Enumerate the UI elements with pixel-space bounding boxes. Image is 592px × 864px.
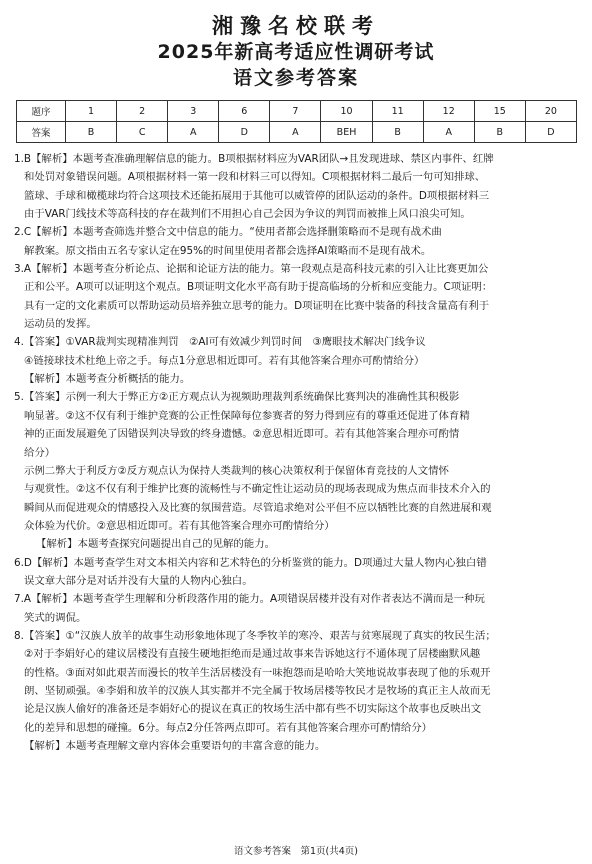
answer-key-title: 语文参考答案 bbox=[232, 67, 359, 89]
answer-cell: D bbox=[525, 122, 576, 143]
answer-cell: C bbox=[117, 122, 168, 143]
q7-line: 7.A【解析】本题考查学生理解和分析段落作用的能力。A项错误居楼并没有对作者表达不满而是一种玩 bbox=[14, 593, 485, 606]
answer-cell: B bbox=[474, 122, 525, 143]
q7-line: 笑式的调侃。 bbox=[24, 611, 87, 624]
q5-line: 瞬间从而促进观众的情感投入及比赛的氛围营造。尽管追求绝对公平但不应以牺牲比赛的自然进展和观 bbox=[24, 501, 492, 514]
q3-line: 具有一定的文化素质可以帮助运动员培养独立思考的能力。D项证明在比赛中装备的科技含量高有利于 bbox=[24, 299, 490, 312]
answer-cell: D bbox=[219, 122, 270, 143]
page-footer: 语文参考答案 第1页(共4页) bbox=[233, 846, 358, 857]
answer-cell: BEH bbox=[321, 122, 372, 143]
q5-line: 给分） bbox=[24, 446, 56, 459]
q5-line: 响显著。②这不仅有利于维护竞赛的公正性保障每位参赛者的努力得到应有的尊重还促进了体育精 bbox=[24, 409, 470, 422]
q8-line: 朗、坚韧顽强。④李娟和放羊的汉族人其实都并不完全属于牧场居楼等牧民才是牧场的真正主人故而无 bbox=[24, 684, 491, 697]
exam-union-title: 湘豫名校联考 bbox=[212, 14, 380, 38]
q1-line: 1.B【解析】本题考查准确理解信息的能力。B项根据材料应为VAR团队→且发现进球、禁区内事件、红牌 bbox=[14, 153, 494, 165]
answer-table bbox=[16, 100, 577, 143]
q4-analysis: 【解析】本题考查分析概括的能力。 bbox=[24, 373, 191, 386]
q5-line: 神的正面发展避免了因错误判决导致的终身遗憾。②意思相近即可。若有其他答案合理亦可酌情 bbox=[24, 428, 460, 441]
row-label: 题序 bbox=[17, 101, 66, 122]
q8-line: 8.【答案】①“汉族人放羊的故事生动形象地体现了冬季牧羊的寒冷、艰苦与贫寒展现了真实的牧民生活； bbox=[14, 629, 496, 642]
q6-line: 6.D【解析】本题考查学生对文本相关内容和艺术特色的分析鉴赏的能力。D项通过大量人物内心独白错 bbox=[14, 556, 487, 569]
q1-line: 和处罚对象错误问题。A项根据材料一第一段和材料三可以得知。C项根据材料二最后一句可知排球、 bbox=[24, 171, 486, 184]
q3-line: 3.A【解析】本题考查分析论点、论据和论证方法的能力。第一段观点是高科技元素的引入让比赛更加公 bbox=[14, 263, 489, 276]
q4-line: ④链接球技术杜绝上帝之手。每点1分意思相近即可。若有其他答案合理亦可酌情给分） bbox=[24, 354, 425, 367]
question-number: 10 bbox=[321, 101, 372, 122]
question-number: 15 bbox=[474, 101, 525, 122]
answer-cell: A bbox=[423, 122, 474, 143]
q6-line: 误文章大部分是对话并没有大量的人物内心独白。 bbox=[24, 574, 253, 587]
question-number: 11 bbox=[372, 101, 423, 122]
question-number: 6 bbox=[219, 101, 270, 122]
q5-line: 与观赏性。②这不仅有利于维护比赛的流畅性与不确定性让运动员的现场表现成为焦点而非技术介入的 bbox=[24, 483, 491, 496]
question-number: 7 bbox=[270, 101, 321, 122]
q5-line: 示例二弊大于利反方②反方观点认为保持人类裁判的核心决策权利于保留体育竞技的人文情怀 bbox=[24, 464, 449, 477]
answer-cell: B bbox=[66, 122, 117, 143]
q2-line: 2.C【解析】本题考查筛选并整合文中信息的能力。“使用者都会选择删策略而不是现有战术曲 bbox=[14, 226, 442, 239]
answer-cell: A bbox=[270, 122, 321, 143]
q8-line: 的性格。③面对如此艰苦而漫长的牧羊生活居楼没有一味抱怨而是哈哈大笑地说故事表现了他的乐观开 bbox=[24, 666, 491, 679]
question-number: 1 bbox=[66, 101, 117, 122]
question-number: 3 bbox=[168, 101, 219, 122]
question-number: 2 bbox=[117, 101, 168, 122]
answer-cell: A bbox=[168, 122, 219, 143]
q1-line: 由于VAR门线技术等高科技的存在裁判们不用担心自己会因为争议的判罚而被推上风口浪尖可知。 bbox=[24, 208, 471, 221]
question-number: 12 bbox=[423, 101, 474, 122]
q4-line: 4.【答案】①VAR裁判实现精准判罚 ②AI可有效减少判罚时间 ③鹰眼技术解决门线争议 bbox=[14, 336, 426, 349]
answer-explanations bbox=[14, 150, 580, 755]
q5-analysis: 【解析】本题考查探究问题提出自己的见解的能力。 bbox=[36, 538, 275, 551]
q8-line: 化的差异和思想的碰撞。6分。每点2分任答两点即可。若有其他答案合理亦可酌情给分） bbox=[24, 721, 433, 734]
q2-line: 解教案。原文指由五名专家认定在95%的时间里使用者都会选择AI策略而不是现有战术。 bbox=[24, 244, 432, 257]
q8-line: 论是汉族人偷好的准备还是李娟好心的提议在真正的牧场生活中都有些不切实际这个故事也反映出文 bbox=[24, 703, 482, 716]
question-number-row bbox=[17, 101, 577, 122]
q3-line: 正和公平。A项可以证明这个观点。B项证明文化水平高有助于提高临场的分析和应变能力。C项证明： bbox=[24, 281, 493, 294]
row-label: 答案 bbox=[17, 122, 66, 143]
q8-line: ②对于李娟好心的建议居楼没有直接生硬地拒绝而是通过故事来告诉她这行不通体现了居楼幽默风趣 bbox=[24, 648, 481, 661]
answer-cell: B bbox=[372, 122, 423, 143]
q5-line: 众体验为代价。②意思相近即可。若有其他答案合理亦可酌情给分） bbox=[24, 519, 335, 532]
q3-line: 运动员的发挥。 bbox=[24, 318, 97, 331]
q5-line: 5.【答案】示例一利大于弊正方②正方观点认为视频助理裁判系统确保比赛判决的准确性其积极影 bbox=[14, 391, 460, 404]
q8-analysis: 【解析】本题考查理解文章内容体会重要语句的丰富含意的能力。 bbox=[24, 740, 326, 752]
question-number: 20 bbox=[525, 101, 576, 122]
exam-title: 2025年新高考适应性调研考试 bbox=[157, 41, 435, 63]
answer-row bbox=[17, 122, 577, 143]
q1-line: 篮球、手球和橄榄球均符合这项技术还能拓展用于其他可以威管停的团队运动的条件。D项根据材料三 bbox=[24, 189, 490, 202]
